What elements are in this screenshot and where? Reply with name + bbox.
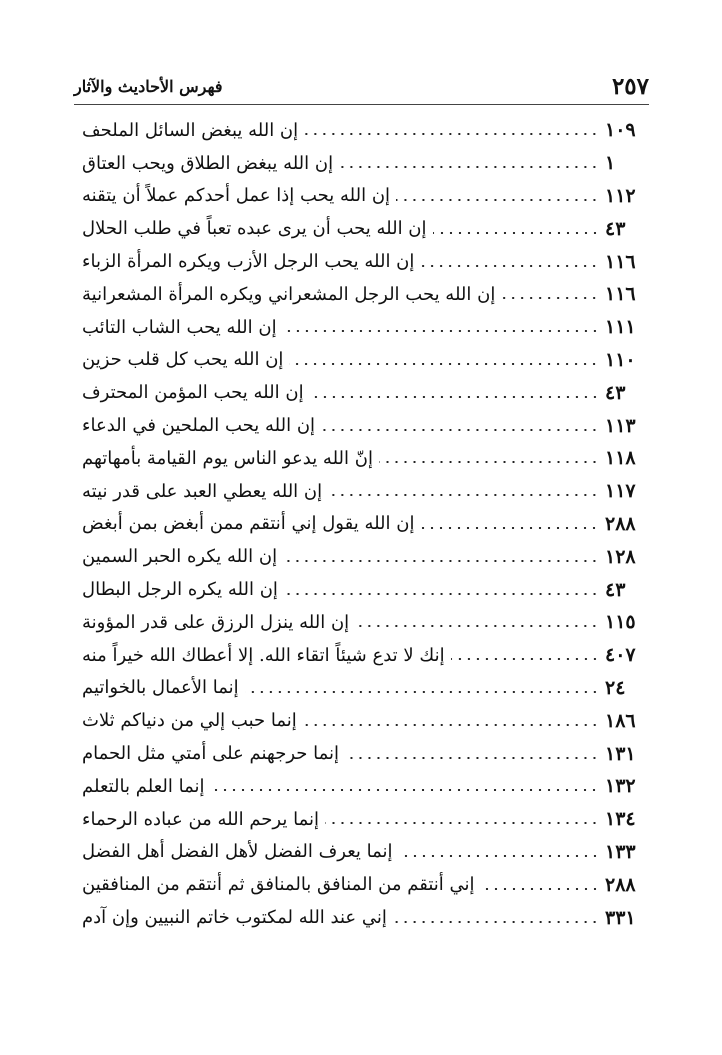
entry-text: إن الله يحب الرجل المشعراني ويكره المرأة المشعرانية [82, 283, 496, 305]
index-entry [74, 278, 649, 311]
dot-leader [303, 724, 599, 726]
index-entry [74, 901, 649, 934]
index-entry [74, 376, 649, 409]
index-entry [74, 639, 649, 672]
entry-text: إنما يرحم الله من عباده الرحماء [82, 808, 319, 830]
entry-page-number: ١٨٦ [605, 709, 636, 732]
index-list [74, 114, 649, 934]
entry-page-number: ٤٣ [605, 217, 626, 240]
dot-leader [420, 265, 599, 267]
entry-text: إن الله يحب الملحين في الدعاء [82, 415, 316, 437]
index-entry [74, 836, 649, 869]
index-entry [74, 737, 649, 770]
entry-text: إنما حبب إلي من دنياكم ثلاث [82, 710, 297, 732]
dot-leader [355, 625, 599, 627]
entry-page-number: ١١١ [605, 316, 636, 339]
dot-leader [501, 297, 599, 299]
entry-page-number: ١٢٨ [605, 545, 636, 568]
dot-leader [379, 461, 599, 463]
dot-leader [289, 363, 599, 365]
index-entry [74, 540, 649, 573]
entry-text: إن الله يحب المؤمن المحترف [82, 382, 304, 404]
dot-leader [283, 560, 599, 562]
entry-text: إن الله يبغض الطلاق ويحب العتاق [82, 152, 334, 174]
entry-page-number: ١١٣ [605, 414, 636, 437]
entry-page-number: ٤٣ [605, 381, 626, 404]
entry-page-number: ٢٨٨ [605, 873, 636, 896]
entry-text: إن الله يحب أن يرى عبده تعباً في طلب الحلال [82, 218, 427, 240]
entry-page-number: ٤٣ [605, 578, 626, 601]
dot-leader [345, 757, 599, 759]
index-entry [74, 475, 649, 508]
entry-text: إن الله يحب كل قلب حزين [82, 349, 284, 371]
entry-text: إن الله يعطي العبد على قدر نيته [82, 480, 323, 502]
index-entry [74, 344, 649, 377]
index-entry [74, 508, 649, 541]
dot-leader [321, 429, 599, 431]
entry-page-number: ١١٠ [605, 348, 636, 371]
entry-page-number: ١٣٢ [605, 775, 636, 798]
index-entry [74, 245, 649, 278]
index-entry [74, 212, 649, 245]
dot-leader [328, 494, 599, 496]
page-header [74, 70, 649, 102]
dot-leader [433, 232, 599, 234]
entry-page-number: ١١٧ [605, 480, 636, 503]
entry-page-number: ١ [605, 152, 616, 175]
entry-text: إنما يعرف الفضل لأهل الفضل أهل الفضل [82, 841, 393, 863]
entry-text: إن الله يحب الشاب التائب [82, 316, 277, 338]
dot-leader [451, 658, 599, 660]
entry-page-number: ٣٣١ [605, 906, 636, 929]
index-entry [74, 147, 649, 180]
dot-leader [396, 199, 599, 201]
index-entry [74, 704, 649, 737]
header-rule [74, 104, 649, 105]
entry-page-number: ١١٢ [605, 184, 636, 207]
entry-text: إني أنتقم من المنافق بالمنافق ثم أنتقم من المنافقين [82, 874, 475, 896]
index-entry [74, 672, 649, 705]
entry-text: إنما العلم بالتعلم [82, 775, 205, 797]
entry-text: إنك لا تدع شيئاً اتقاء الله. إلا أعطاك الله خيراً منه [82, 644, 445, 666]
entry-page-number: ٢٨٨ [605, 512, 636, 535]
entry-text: إن الله يحب إذا عمل أحدكم عملاً أن يتقنه [82, 185, 391, 207]
dot-leader [304, 133, 599, 135]
index-entry [74, 868, 649, 901]
entry-text: إنما الأعمال بالخواتيم [82, 677, 239, 699]
entry-text: إني عند الله لمكتوب خاتم النبيين وإن آدم [82, 907, 387, 929]
dot-leader [420, 527, 599, 529]
index-entry [74, 114, 649, 147]
entry-page-number: ١٣١ [605, 742, 636, 765]
dot-leader [284, 593, 599, 595]
entry-text: إن الله يقول إني أنتقم ممن أبغض بمن أبغض [82, 513, 415, 535]
entry-text: إن الله يبغض السائل الملحف [82, 119, 299, 141]
dot-leader [481, 888, 599, 890]
entry-page-number: ٢٤ [605, 676, 626, 699]
entry-text: إن الله يكره الرجل البطال [82, 579, 278, 601]
page-number: ٢٥٧ [611, 72, 649, 100]
entry-text: إنّ الله يدعو الناس يوم القيامة بأمهاتهم [82, 447, 373, 469]
dot-leader [210, 789, 599, 791]
index-entry [74, 606, 649, 639]
dot-leader [339, 166, 599, 168]
index-entry [74, 573, 649, 606]
entry-text: إن الله يكره الحبر السمين [82, 546, 278, 568]
entry-page-number: ٤٠٧ [605, 644, 636, 667]
entry-page-number: ١٠٩ [605, 119, 636, 142]
index-entry [74, 803, 649, 836]
dot-leader [245, 691, 599, 693]
entry-page-number: ١١٥ [605, 611, 636, 634]
dot-leader [325, 822, 599, 824]
entry-text: إن الله يحب الرجل الأزب ويكره المرأة الزباء [82, 251, 415, 273]
entry-page-number: ١١٨ [605, 447, 636, 470]
index-entry [74, 311, 649, 344]
index-entry [74, 442, 649, 475]
entry-text: إن الله ينزل الرزق على قدر المؤونة [82, 611, 350, 633]
index-entry [74, 770, 649, 803]
index-entry [74, 180, 649, 213]
entry-page-number: ١١٦ [605, 283, 636, 306]
dot-leader [310, 396, 599, 398]
entry-page-number: ١٣٣ [605, 840, 636, 863]
dot-leader [399, 855, 599, 857]
entry-page-number: ١١٦ [605, 250, 636, 273]
index-entry [74, 409, 649, 442]
running-title: فهرس الأحاديث والآثار [74, 76, 223, 96]
entry-text: إنما حرجهنم على أمتي مثل الحمام [82, 743, 340, 765]
entry-page-number: ١٣٤ [605, 808, 636, 831]
dot-leader [393, 921, 599, 923]
dot-leader [283, 330, 599, 332]
